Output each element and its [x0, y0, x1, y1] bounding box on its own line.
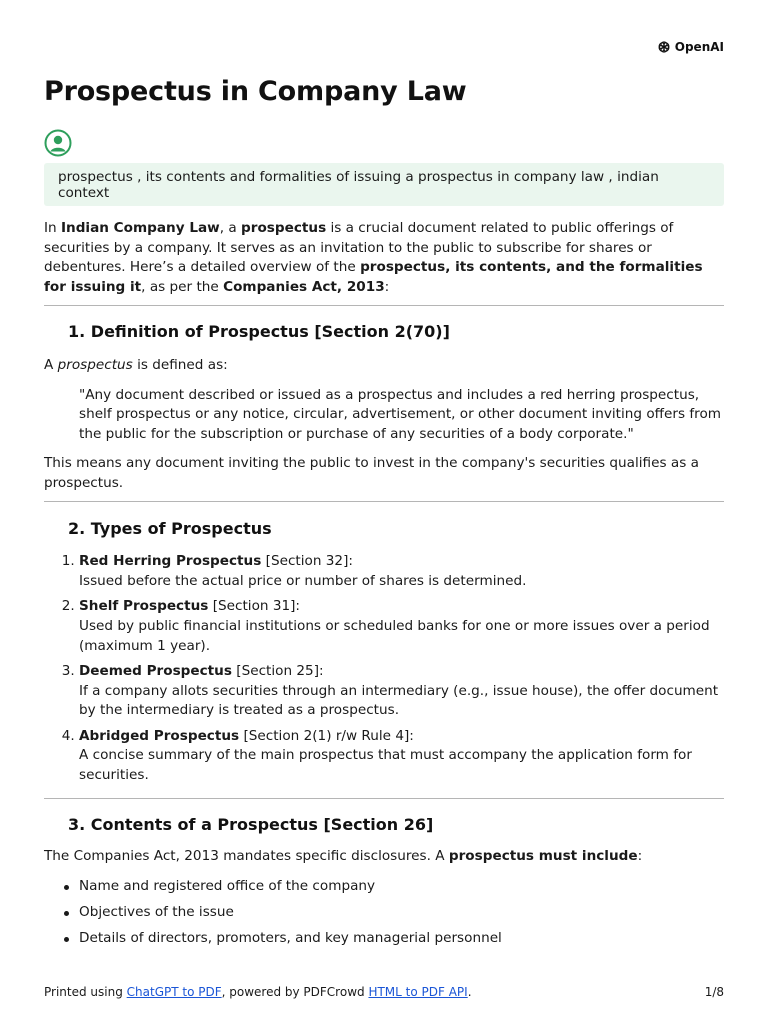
footer-text: , powered by PDFCrowd	[221, 985, 369, 999]
divider	[44, 305, 724, 306]
definition-quote: "Any document described or issued as a prospectus and includes a red herring prospectus, shelf prospectus or any notice, circular, advertisement, or other document inviting offers from the public for the subscription or purchase of any securities of a body corporate."	[79, 386, 722, 442]
divider	[44, 798, 724, 799]
response-body	[44, 219, 724, 955]
divider	[44, 501, 724, 502]
type-ref: [Section 2(1) r/w Rule 4]:	[239, 727, 414, 744]
lead-text: The Companies Act, 2013 mandates specific disclosures. A	[44, 848, 449, 865]
intro-paragraph	[44, 219, 724, 297]
contents-lead	[44, 847, 724, 867]
section-heading-definition: 1. Definition of Prospectus [Section 2(70)]	[68, 322, 450, 342]
page-title: Prospectus in Company Law	[44, 76, 467, 107]
lead-text: :	[637, 848, 643, 865]
lead-bold: prospectus must include	[448, 848, 638, 865]
footer-text: Printed using	[44, 985, 127, 999]
intro-text: In	[44, 220, 61, 236]
types-list	[44, 552, 724, 786]
list-item: Details of directors, promoters, and key managerial personnel	[79, 929, 724, 949]
intro-bold: prospectus, its contents, and the formalities for issuing it	[44, 259, 703, 295]
type-name: Abridged Prospectus	[79, 727, 240, 744]
type-desc: Used by public financial institutions or scheduled banks for one or more issues over a period (maximum 1 year).	[79, 617, 710, 654]
type-desc: Issued before the actual price or number of shares is determined.	[79, 572, 527, 589]
html-to-pdf-api-link[interactable]: HTML to PDF API	[368, 985, 468, 999]
user-prompt	[44, 163, 724, 206]
list-item	[79, 662, 724, 721]
intro-bold: Companies Act, 2013	[223, 278, 385, 295]
list-item	[79, 552, 724, 591]
openai-logo	[656, 39, 724, 55]
type-ref: [Section 32]:	[261, 553, 353, 570]
intro-text: , a	[219, 220, 242, 236]
definition-lead	[44, 356, 724, 376]
type-name: Shelf Prospectus	[79, 598, 209, 615]
user-avatar-icon	[44, 129, 72, 157]
user-prompt-text: prospectus , its contents and formalities of issuing a prospectus in company law , indian context	[58, 168, 659, 201]
list-item: Name and registered office of the company	[79, 877, 724, 897]
type-ref: [Section 31]:	[208, 598, 301, 615]
section-heading-types: 2. Types of Prospectus	[68, 518, 272, 538]
openai-icon	[656, 39, 672, 55]
section-heading-contents: 3. Contents of a Prospectus [Section 26]	[68, 814, 434, 834]
type-ref: [Section 25]:	[231, 663, 324, 680]
list-item: Objectives of the issue	[79, 903, 724, 923]
type-desc: If a company allots securities through an intermediary (e.g., issue house), the offer document by the intermediary is treated as a prospectus.	[79, 682, 719, 719]
footer-text: .	[467, 985, 472, 999]
list-item	[79, 727, 724, 786]
lead-emphasis: prospectus	[57, 356, 133, 373]
type-name: Red Herring Prospectus	[79, 553, 262, 570]
type-desc: A concise summary of the main prospectus that must accompany the application form for securities.	[79, 747, 692, 784]
intro-text: , as per the	[141, 278, 224, 295]
type-name: Deemed Prospectus	[79, 663, 232, 680]
intro-bold: Indian Company Law	[60, 220, 220, 236]
intro-bold: prospectus	[241, 220, 327, 236]
page-footer	[44, 985, 724, 999]
intro-text: is a crucial document related to public offerings of securities by a company. It serves as an invitation to the public to subscribe for shares or debentures. Here’s a detailed overview of the	[44, 220, 674, 276]
list-item	[79, 597, 724, 656]
contents-list	[44, 877, 724, 949]
intro-text: :	[384, 278, 390, 295]
definition-explanation: This means any document inviting the public to invest in the company's securities qualifies as a prospectus.	[44, 455, 699, 491]
page-number: 1/8	[704, 985, 724, 999]
brand-name: OpenAI	[674, 40, 724, 54]
lead-text: is defined as:	[132, 356, 228, 373]
lead-text: A	[44, 356, 58, 373]
chatgpt-to-pdf-link[interactable]: ChatGPT to PDF	[126, 985, 222, 999]
footer-credit	[44, 985, 472, 999]
